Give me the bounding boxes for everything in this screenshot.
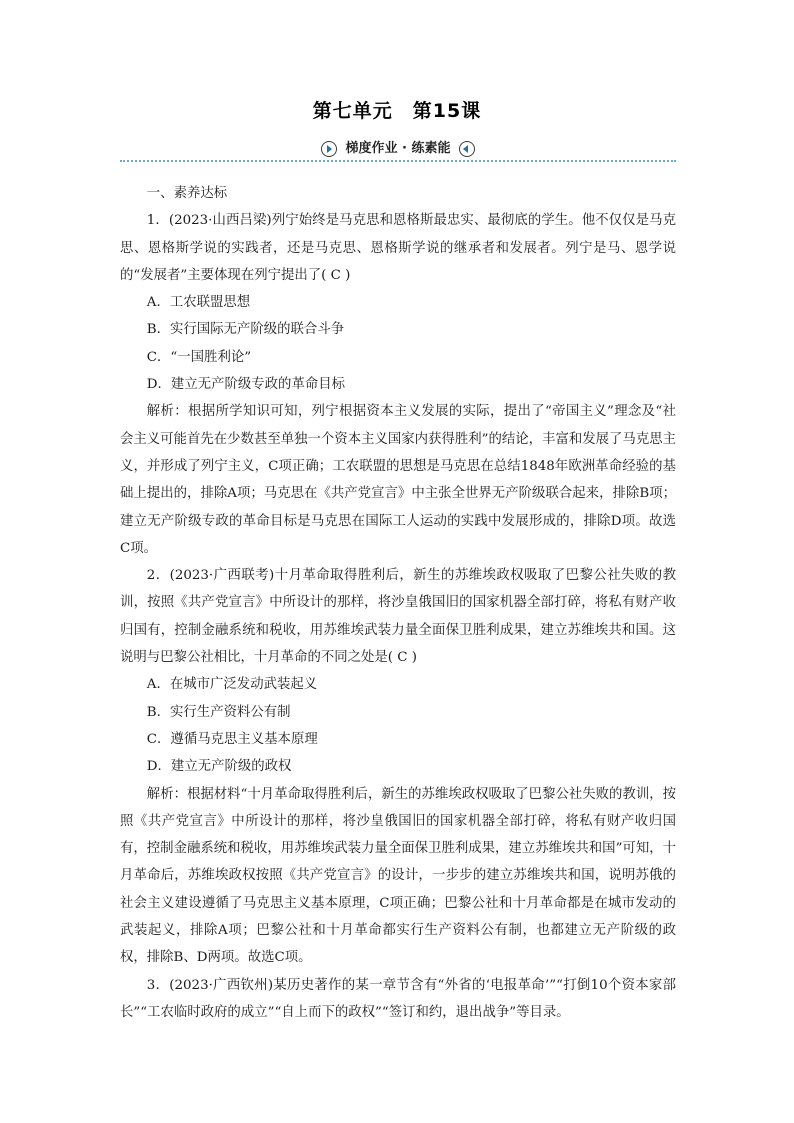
question-3-stem: 3．(2023·广西钦州)某历史著作的某一章节含有“外省的‘电报革命’”“打倒10个资本家部长”“工农临时政府的成立”“自上而下的政权”“签订和约，退出战争”等目录。 bbox=[120, 977, 676, 1020]
section-banner bbox=[120, 139, 676, 163]
question-2-option-b: B．实行生产资料公有制 bbox=[146, 704, 291, 720]
question-1-stem: 1．(2023·山西吕梁)列宁始终是马克思和恩格斯最忠实、最彻底的学生。他不仅仅是马克思、恩格斯学说的实践者，还是马克思、恩格斯学说的继承者和发展者。列宁是马、恩学说的“发展者”主要体现在列宁提出了( C ) bbox=[120, 213, 676, 283]
question-2-analysis: 解析：根据材料“十月革命取得胜利后，新生的苏维埃政权吸取了巴黎公社失败的教训，按照《共产党宣言》中所设计的那样，将沙皇俄国旧的国家机器全部打碎，将私有财产收归国有，控制金融系统和税收，用苏维埃武装力量全面保卫胜利成果，建立苏维埃共和国”可知，十月革命后，苏维埃政权按照《共产党宣言》的设计，一步步的建立苏维埃共和国，说明苏俄的社会主义建设遵循了马克思主义基本原理，C项正确；巴黎公社和十月革命都是在城市发动的武装起义，排除A项；巴黎公社和十月革命都实行生产资料公有制，也都建立无产阶级的政权，排除B、D两项。故选C项。 bbox=[120, 786, 676, 966]
question-1-option-a: A．工农联盟思想 bbox=[146, 295, 251, 311]
question-1-option-b: B．实行国际无产阶级的联合斗争 bbox=[146, 322, 345, 338]
question-2-option-d: D．建立无产阶级的政权 bbox=[146, 759, 292, 775]
question-2-option-c: C．遵循马克思主义基本原理 bbox=[146, 731, 318, 747]
question-1-option-c: C．“一国胜利论” bbox=[146, 349, 252, 365]
question-1-analysis: 解析：根据所学知识可知，列宁根据资本主义发展的实际，提出了“帝国主义”理念及“社会主义可能首先在少数甚至单独一个资本主义国家内获得胜利”的结论，丰富和发展了马克思主义，并形成了列宁主义，C项正确；工农联盟的思想是马克思在总结1848年欧洲革命经验的基础上提出的，排除A项；马克思在《共产党宣言》中主张全世界无产阶级联合起来，排除B项；建立无产阶级专政的革命目标是马克思在国际工人运动的实践中发展形成的，排除D项。故选C项。 bbox=[120, 404, 676, 556]
question-2-option-a: A．在城市广泛发动武装起义 bbox=[146, 677, 318, 693]
banner-label: 梯度作业 · 练素能 bbox=[342, 139, 455, 159]
question-1-option-d: D．建立无产阶级专政的革命目标 bbox=[146, 377, 346, 393]
play-left-icon bbox=[459, 141, 475, 157]
page-title: 第七单元 第15课 bbox=[312, 100, 482, 122]
dotted-divider bbox=[120, 160, 676, 162]
question-2-stem: 2．(2023·广西联考)十月革命取得胜利后，新生的苏维埃政权吸取了巴黎公社失败的教训，按照《共产党宣言》中所设计的那样，将沙皇俄国旧的国家机器全部打碎，将私有财产收归国有，控制金融系统和税收，用苏维埃武装力量全面保卫胜利成果，建立苏维埃共和国。这说明与巴黎公社相比，十月革命的不同之处是( C ) bbox=[120, 568, 676, 666]
document-body bbox=[120, 180, 676, 1026]
play-right-icon bbox=[321, 141, 337, 157]
section-heading: 一、素养达标 bbox=[146, 186, 228, 201]
